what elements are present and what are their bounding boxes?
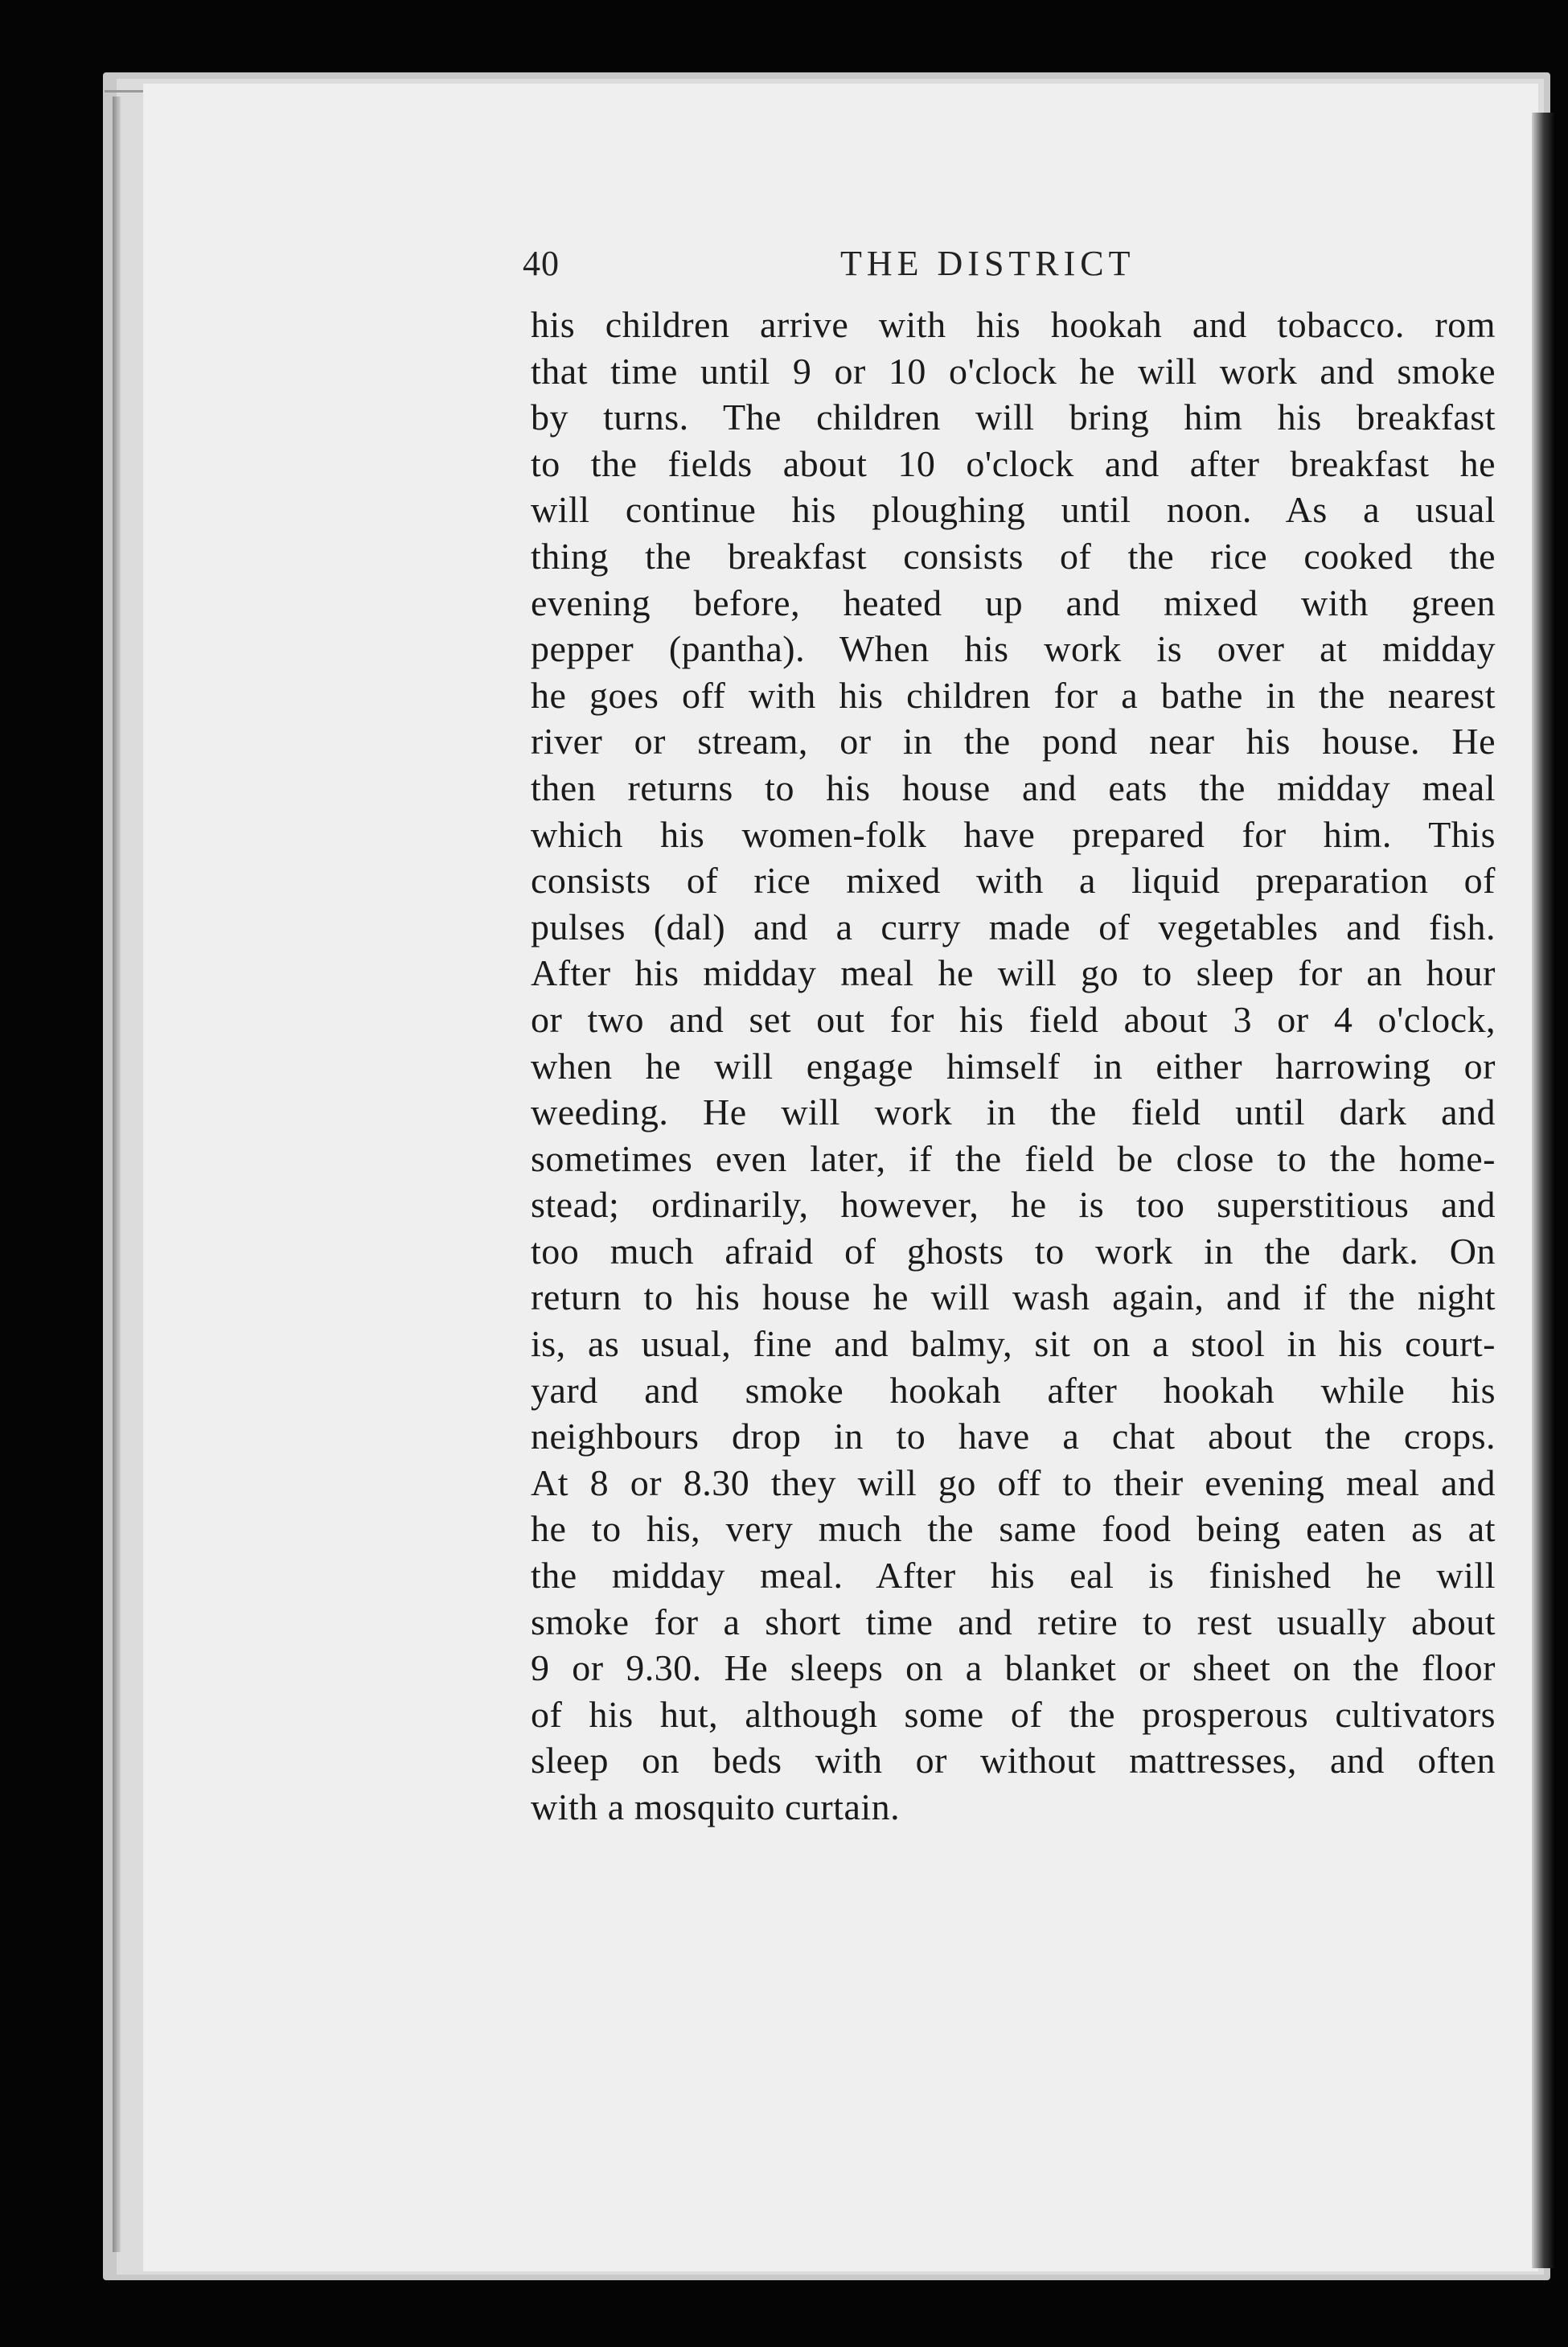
- text-line: stead; ordinarily, however, he is too superstitious and: [531, 1184, 1496, 1226]
- text-line: by turns. The children will bring him his breakfast: [531, 397, 1496, 438]
- text-line: At 8 or 8.30 they will go off to their evening meal and: [531, 1461, 1496, 1503]
- text-line: his children arrive with his hookah and tobacco. rom: [531, 304, 1496, 345]
- text-line: to the fields about 10 o'clock and after breakfast he: [531, 442, 1496, 484]
- page-number: 40: [523, 244, 560, 283]
- text-line: when he will engage himself in either harrowing or: [531, 1045, 1496, 1087]
- page-right-shadow: [1532, 113, 1556, 2268]
- text-line: sleep on beds with or without mattresses, and often: [531, 1740, 1496, 1782]
- text-line: river or stream, or in the pond near his house. He: [531, 721, 1496, 762]
- text-line: return to his house he will wash again, and if the night: [531, 1276, 1496, 1318]
- text-line: of his hut, although some of the prosperous cultivators: [531, 1693, 1496, 1735]
- text-line: neighbours drop in to have a chat about the crops.: [531, 1416, 1496, 1457]
- text-line: that time until 9 or 10 o'clock he will work and smoke: [531, 350, 1496, 392]
- text-line: After his midday meal he will go to sleep for an hour: [531, 952, 1496, 994]
- text-line: then returns to his house and eats the midday meal: [531, 767, 1496, 808]
- text-line: he goes off with his children for a bathe in the nearest: [531, 674, 1496, 716]
- running-head-title: THE DISTRICT: [840, 244, 1135, 283]
- text-line: evening before, heated up and mixed with green: [531, 582, 1496, 623]
- text-line: pulses (dal) and a curry made of vegetables and fish.: [531, 906, 1496, 947]
- text-line: too much afraid of ghosts to work in the dark. On: [531, 1230, 1496, 1272]
- text-line: or two and set out for his field about 3 or 4 o'clock,: [531, 998, 1496, 1040]
- text-line: sometimes even later, if the field be close to the home-: [531, 1137, 1496, 1179]
- text-line: the midday meal. After his eal is finished he will: [531, 1555, 1496, 1597]
- text-line: 9 or 9.30. He sleeps on a blanket or sheet on the floor: [531, 1647, 1496, 1689]
- binding-edge: [113, 97, 121, 2252]
- body-text: [531, 302, 1496, 1831]
- text-line: will continue his ploughing until noon. As a usual: [531, 489, 1496, 531]
- text-line: thing the breakfast consists of the rice cooked the: [531, 535, 1496, 577]
- text-line: smoke for a short time and retire to rest usually about: [531, 1601, 1496, 1642]
- running-head: [523, 243, 1246, 291]
- text-line: consists of rice mixed with a liquid preparation of: [531, 860, 1496, 902]
- text-line: with a mosquito curtain.: [531, 1786, 901, 1827]
- text-line: which his women-folk have prepared for him. This: [531, 813, 1496, 855]
- text-line: yard and smoke hookah after hookah while his: [531, 1369, 1496, 1411]
- text-line: he to his, very much the same food being eaten as at: [531, 1508, 1496, 1550]
- text-line: pepper (pantha). When his work is over at midday: [531, 628, 1496, 670]
- text-line: is, as usual, fine and balmy, sit on a stool in his court-: [531, 1323, 1496, 1365]
- text-line: weeding. He will work in the field until dark and: [531, 1091, 1496, 1133]
